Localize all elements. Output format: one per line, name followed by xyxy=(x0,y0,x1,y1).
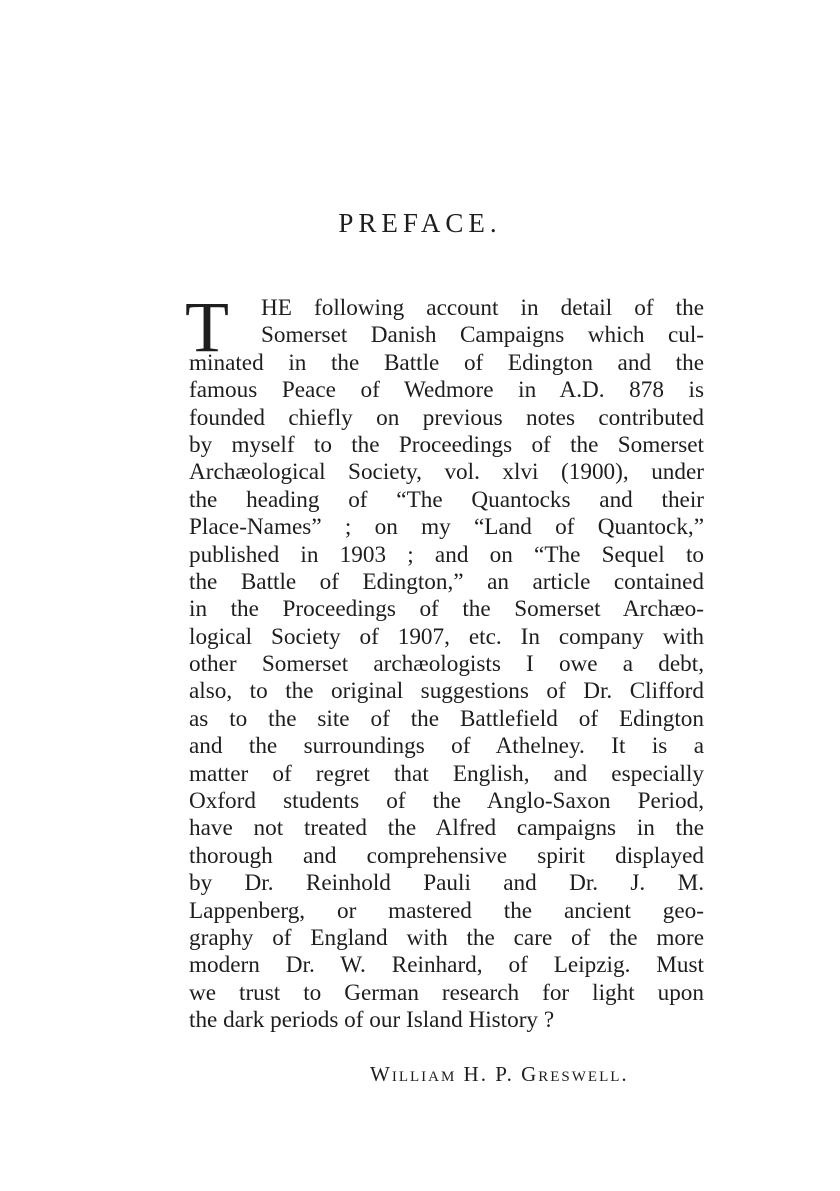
text-line: as to the site of the Battlefield of Edington xyxy=(189,705,704,732)
drop-cap: T xyxy=(185,287,229,367)
text-line: by myself to the Proceedings of the Somerset xyxy=(189,431,704,458)
text-line: also, to the original suggestions of Dr. Clifford xyxy=(189,678,704,705)
text-line: HE following account in detail of the xyxy=(261,295,704,321)
text-line: published in 1903 ; and on “The Sequel to xyxy=(189,541,704,568)
text-line: logical Society of 1907, etc. In company with xyxy=(189,623,704,650)
text-line: famous Peace of Wedmore in A.D. 878 is xyxy=(189,377,704,404)
text-line: graphy of England with the care of the more xyxy=(189,924,704,951)
text-line: thorough and comprehensive spirit displayed xyxy=(189,842,704,869)
text-line: Somerset Danish Campaigns which cul- xyxy=(261,322,704,349)
text-line: founded chiefly on previous notes contributed xyxy=(189,404,704,431)
page-title: PREFACE. xyxy=(338,208,502,238)
text-line: in the Proceedings of the Somerset Archæo- xyxy=(189,596,704,623)
text-line: matter of regret that English, and especially xyxy=(189,760,704,787)
text-line: Archæological Society, vol. xlvi (1900), under xyxy=(189,459,704,486)
author-signature: William H. P. Greswell. xyxy=(370,1062,629,1086)
text-line: other Somerset archæologists I owe a debt, xyxy=(189,651,704,678)
preface-body xyxy=(185,287,704,1035)
text-line: the Battle of Edington,” an article contained xyxy=(189,568,704,595)
text-line: and the surroundings of Athelney. It is a xyxy=(189,733,704,760)
text-line: modern Dr. W. Reinhard, of Leipzig. Must xyxy=(189,952,704,979)
text-line: we trust to German research for light upon xyxy=(189,979,704,1006)
text-line: by Dr. Reinhold Pauli and Dr. J. M. xyxy=(189,870,704,897)
text-line: the heading of “The Quantocks and their xyxy=(189,486,704,513)
text-line: Oxford students of the Anglo-Saxon Period, xyxy=(189,788,704,815)
text-line: minated in the Battle of Edington and the xyxy=(189,349,704,376)
text-line: Place-Names” ; on my “Land of Quantock,” xyxy=(189,514,704,541)
text-line: Lappenberg, or mastered the ancient geo- xyxy=(189,897,704,924)
text-line: have not treated the Alfred campaigns in the xyxy=(189,815,704,842)
text-line: the dark periods of our Island History ? xyxy=(189,1007,555,1034)
